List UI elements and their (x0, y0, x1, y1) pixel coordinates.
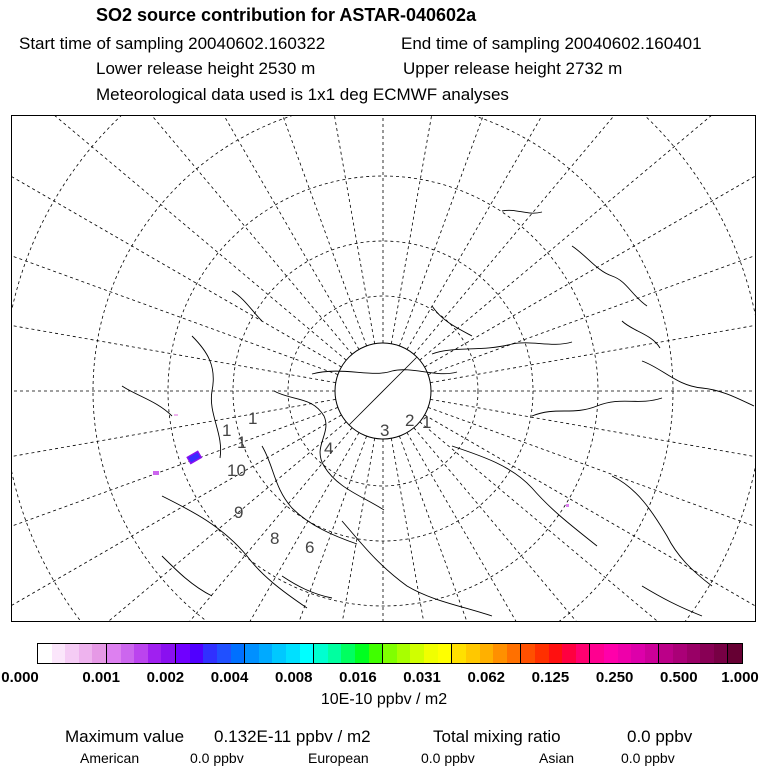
american-value: 0.0 ppbv (190, 750, 244, 766)
page-title: SO2 source contribution for ASTAR-040602a (96, 5, 477, 25)
end-time-text: End time of sampling 20040602.160401 (401, 34, 702, 53)
colorbar-cell (52, 644, 66, 663)
colorbar-tick-label: 0.000 (1, 669, 39, 686)
met-data-text: Meteorological data used is 1x1 deg ECMWF analyses (96, 85, 509, 104)
colorbar-cell (535, 644, 549, 663)
colorbar-tick-label: 0.125 (531, 669, 570, 686)
contour-label: 2 (405, 411, 415, 430)
colorbar-cell (203, 644, 217, 663)
colorbar-tick-label: 0.062 (467, 669, 506, 686)
plume-markers (153, 414, 569, 507)
meridian-line (12, 116, 359, 349)
colorbar-tick-label: 0.001 (82, 669, 120, 686)
meridian-line (12, 235, 336, 383)
colorbar-cell (134, 644, 148, 663)
colorbar-cell (507, 644, 522, 663)
plume-max-cell (187, 451, 201, 463)
colorbar-tick-label: 0.002 (146, 669, 185, 686)
european-label: European (308, 750, 369, 766)
colorbar-cell (217, 644, 231, 663)
colorbar-cell (493, 644, 507, 663)
european-value: 0.0 ppbv (421, 750, 475, 766)
meridian-line (12, 422, 346, 622)
total-mixing-value: 0.0 ppbv (627, 727, 693, 746)
meridian-line (420, 116, 756, 360)
asian-value: 0.0 ppbv (621, 750, 675, 766)
meridian-line (12, 433, 359, 622)
colorbar-cell (480, 644, 494, 663)
colorbar-cell (466, 644, 480, 663)
meridian-line (430, 235, 756, 383)
colorbar-cell (424, 644, 438, 663)
colorbar-tick-label: 0.250 (595, 669, 634, 686)
colorbar-cell (410, 644, 424, 663)
graticule (12, 116, 756, 622)
meridian-line (227, 116, 375, 344)
colorbar-cell (272, 644, 286, 663)
contour-label: 8 (270, 529, 280, 548)
meridian-line (12, 116, 341, 367)
meridian-line (425, 116, 756, 367)
meridian-line (430, 399, 756, 547)
start-time-text: Start time of sampling 20040602.160322 (19, 34, 326, 53)
colorbar-tick-label: 0.016 (339, 669, 377, 686)
meridian-line (407, 433, 756, 622)
contour-label: 10 (227, 461, 246, 480)
colorbar-cell (341, 644, 355, 663)
meridian-line (407, 116, 756, 349)
colorbar-cell (107, 644, 121, 663)
colorbar-cell (631, 644, 645, 663)
total-mixing-label: Total mixing ratio (433, 727, 561, 746)
contour-label: 1 (237, 433, 247, 452)
colorbar-cell (438, 644, 453, 663)
colorbar-tick-label: 0.031 (403, 669, 441, 686)
colorbar-cell (190, 644, 204, 663)
colorbar-cell (576, 644, 591, 663)
colorbar-cell (355, 644, 369, 663)
meridian-line (227, 438, 375, 622)
plume-cell (153, 471, 159, 475)
colorbar-cell (714, 644, 729, 663)
american-label: American (80, 750, 140, 766)
max-value-label: Maximum value (65, 727, 185, 746)
colorbar-cell (314, 644, 328, 663)
colorbar-cell (92, 644, 107, 663)
colorbar-cell (369, 644, 384, 663)
meridian-line (12, 407, 338, 622)
colorbar-cell (700, 644, 714, 663)
colorbar-cell (397, 644, 411, 663)
colorbar-tick-label: 1.000 (721, 669, 759, 686)
meridian-line (414, 116, 756, 354)
colorbar-cell (176, 644, 190, 663)
meridian-line (12, 116, 352, 354)
meridian-line (12, 116, 338, 375)
max-value: 0.132E-11 ppbv / m2 (214, 727, 371, 746)
polar-map (12, 116, 756, 622)
latitude-circle (12, 116, 756, 622)
colorbar-cell (79, 644, 93, 663)
colorbar-unit: 10E-10 ppbv / m2 (320, 691, 448, 708)
meridian-line (12, 399, 336, 547)
colorbar-cell (562, 644, 576, 663)
colorbar-cell (645, 644, 660, 663)
colorbar-cell (286, 644, 300, 663)
colorbar-cell (687, 644, 701, 663)
colorbar-tick-label: 0.004 (210, 669, 249, 686)
lower-height-text: Lower release height 2530 m (96, 59, 316, 78)
colorbar-cell (590, 644, 604, 663)
colorbar-tick-label: 0.500 (660, 669, 698, 686)
contour-label: 1 (422, 413, 432, 432)
plume-cell (566, 504, 569, 507)
colorbar-cell (328, 644, 342, 663)
meridian-line (391, 438, 539, 622)
colorbar-cell (659, 644, 673, 663)
colorbar-cell (161, 644, 176, 663)
colorbar (37, 643, 743, 664)
colorbar-cell (245, 644, 259, 663)
colorbar-cell (604, 644, 618, 663)
asian-label: Asian (539, 750, 575, 766)
colorbar-cell (121, 644, 135, 663)
colorbar-cell (259, 644, 273, 663)
colorbar-cell (383, 644, 397, 663)
colorbar-cell (231, 644, 246, 663)
latitude-circle (12, 116, 756, 622)
colorbar-cell (38, 644, 52, 663)
colorbar-cell (549, 644, 563, 663)
colorbar-cell (300, 644, 315, 663)
colorbar-cell (618, 644, 632, 663)
meridian-line (399, 436, 690, 622)
colorbar-cell (673, 644, 687, 663)
colorbar-cell (65, 644, 79, 663)
contour-label: 9 (234, 503, 244, 522)
contour-label: 4 (324, 439, 334, 458)
contour-label: 1 (248, 409, 258, 428)
colorbar-tick-label: 0.008 (274, 669, 313, 686)
meridian-line (428, 116, 756, 375)
meridian-line (12, 415, 341, 622)
contour-label: 1 (222, 421, 232, 440)
colorbar-cell (452, 644, 466, 663)
upper-height-text: Upper release height 2732 m (403, 59, 623, 78)
colorbar-cell (728, 644, 742, 663)
latitude-circle (12, 116, 756, 622)
contour-label: 6 (305, 538, 315, 557)
map-panel (11, 115, 756, 622)
coastlines (122, 210, 754, 616)
colorbar-cell (148, 644, 162, 663)
plume-cell (174, 414, 178, 416)
contour-label: 3 (380, 421, 390, 440)
contour-labels (222, 409, 431, 557)
meridian-line (391, 116, 539, 344)
colorbar-cell (521, 644, 535, 663)
meridian-line (12, 428, 352, 622)
